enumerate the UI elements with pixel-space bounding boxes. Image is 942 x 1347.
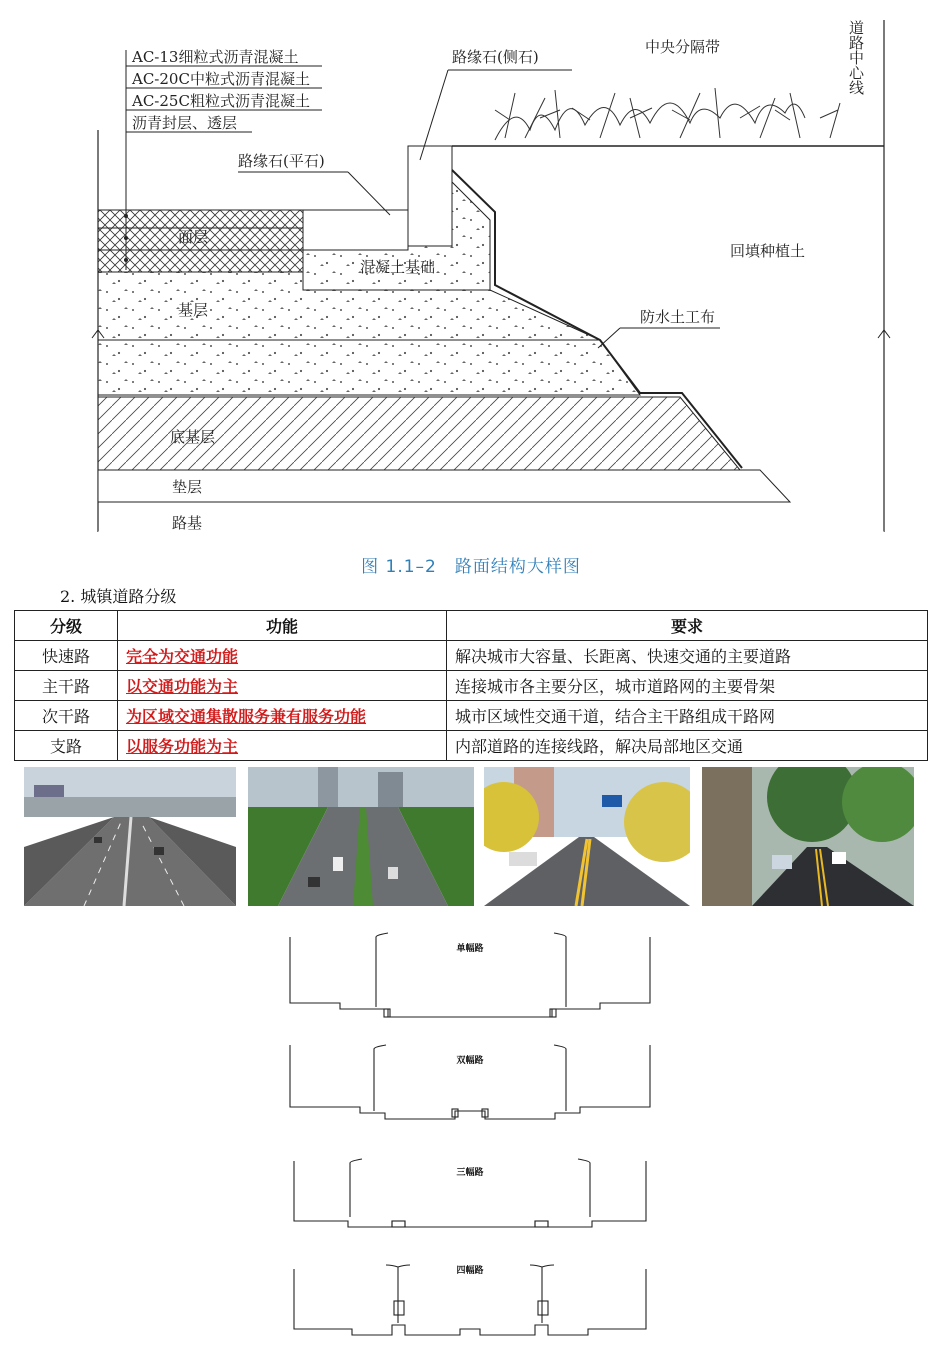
label-subbase: 底基层 [170, 428, 216, 446]
photo-branch-road [702, 767, 914, 906]
section-title: 2. 城镇道路分级 [60, 587, 177, 606]
cell-grade: 主干路 [15, 671, 118, 701]
header-grade: 分级 [15, 611, 118, 641]
cell-function: 为区域交通集散服务兼有服务功能 [118, 701, 447, 731]
label-cushion: 垫层 [172, 478, 203, 496]
label-seal: 沥青封层、透层 [132, 114, 238, 132]
pavement-structure-diagram [0, 0, 942, 580]
label-concrete-base: 混凝土基础 [360, 258, 436, 276]
median-plants [495, 88, 840, 140]
label-centerline: 道路中心线 [847, 20, 865, 95]
label-ac13: AC-13细粒式沥青混凝土 [132, 48, 299, 66]
cell-grade: 支路 [15, 731, 118, 761]
cross-section-title-double: 双幅路 [456, 1056, 484, 1066]
header-requirement: 要求 [447, 611, 928, 641]
cell-requirement: 连接城市各主要分区，城市道路网的主要骨架 [447, 671, 928, 701]
photo-expressway [24, 767, 236, 906]
table-row [15, 641, 928, 671]
table-row [15, 701, 928, 731]
label-subgrade: 路基 [172, 514, 203, 532]
label-curb-side: 路缘石(侧石) [452, 48, 539, 66]
photo-arterial-road [248, 767, 474, 906]
label-curb-flat: 路缘石(平石) [238, 152, 325, 170]
cell-function: 以服务功能为主 [118, 731, 447, 761]
label-base: 基层 [178, 301, 209, 319]
cross-section-title-single: 单幅路 [456, 944, 484, 954]
table-row [15, 731, 928, 761]
cell-function: 以交通功能为主 [118, 671, 447, 701]
label-backfill: 回填种植土 [730, 242, 806, 260]
road-cross-sections [280, 925, 660, 1345]
label-ac20: AC-20C中粒式沥青混凝土 [132, 70, 310, 88]
cell-grade: 次干路 [15, 701, 118, 731]
table-header-row [15, 611, 928, 641]
cross-section-title-triple: 三幅路 [456, 1168, 484, 1178]
label-ac25: AC-25C粗粒式沥青混凝土 [132, 92, 310, 110]
photo-secondary-road [484, 767, 690, 906]
cell-function: 完全为交通功能 [118, 641, 447, 671]
cell-requirement: 解决城市大容量、长距离、快速交通的主要道路 [447, 641, 928, 671]
road-grade-table [14, 610, 928, 761]
cell-requirement: 内部道路的连接线路，解决局部地区交通 [447, 731, 928, 761]
cell-grade: 快速路 [15, 641, 118, 671]
label-geotextile: 防水土工布 [640, 308, 716, 326]
cell-requirement: 城市区域性交通干道，结合主干路组成干路网 [447, 701, 928, 731]
figure-caption: 图 1.1–2 路面结构大样图 [361, 557, 581, 577]
label-surface: 面层 [178, 228, 209, 246]
label-median: 中央分隔带 [645, 38, 721, 56]
header-function: 功能 [118, 611, 447, 641]
table-row [15, 671, 928, 701]
cross-section-title-quad: 四幅路 [456, 1266, 484, 1276]
